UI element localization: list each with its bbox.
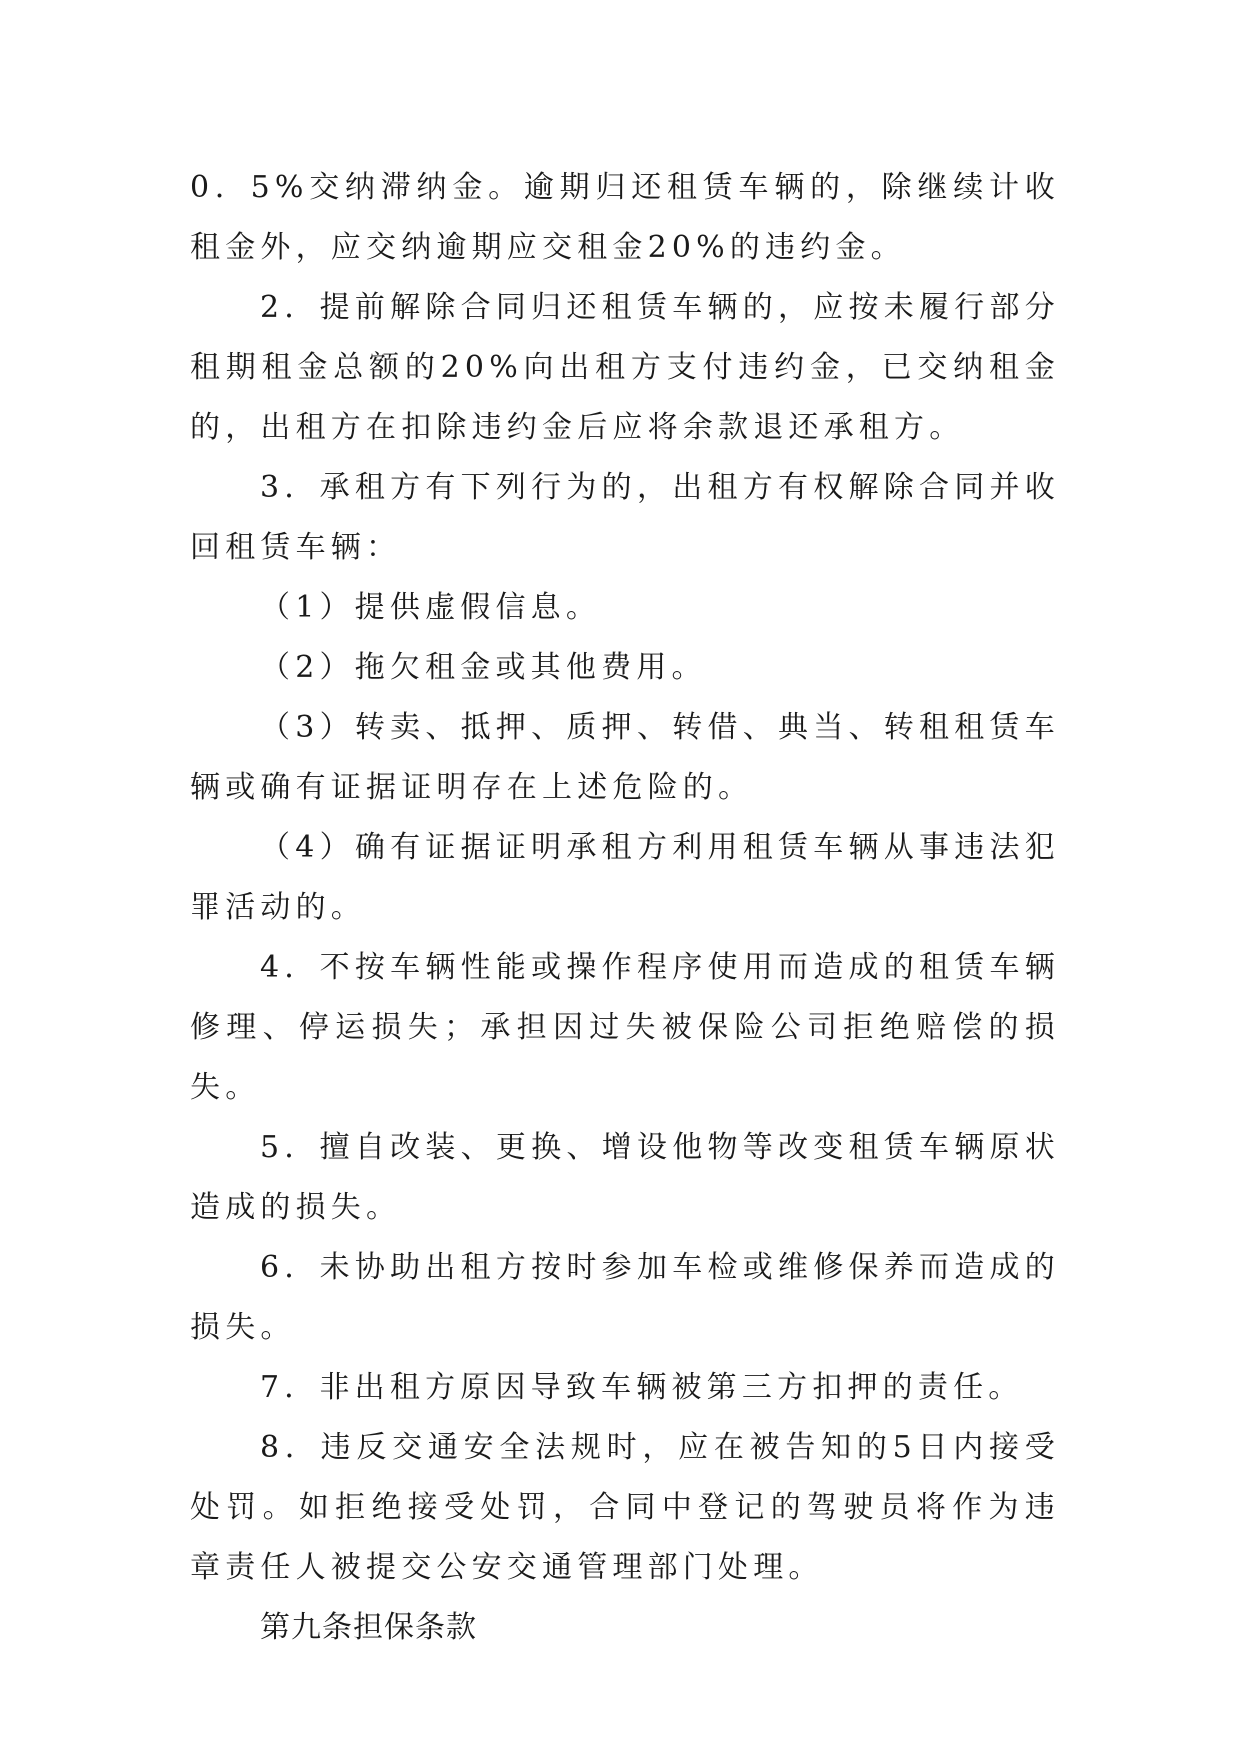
- paragraph-clause-5: 5．擅自改装、更换、增设他物等改变租赁车辆原状造成的损失。: [190, 1130, 1060, 1225]
- paragraph-clause-3: 3．承租方有下列行为的，出租方有权解除合同并收回租赁车辆：: [190, 470, 1060, 565]
- paragraph-item-2: （2）拖欠租金或其他费用。: [260, 650, 707, 685]
- paragraph-clause-4: 4．不按车辆性能或操作程序使用而造成的租赁车辆修理、停运损失；承担因过失被保险公司拒绝赔偿的损失。: [190, 950, 1060, 1105]
- paragraph-item-1: （1）提供虚假信息。: [260, 590, 602, 625]
- paragraph-clause-6: 6．未协助出租方按时参加车检或维修保养而造成的损失。: [190, 1250, 1060, 1345]
- document-body: [190, 158, 1060, 1658]
- paragraph-late-fee: 0．5%交纳滞纳金。逾期归还租赁车辆的，除继续计收租金外，应交纳逾期应交租金20%的违约金。: [190, 170, 1060, 265]
- paragraph-clause-8: 8．违反交通安全法规时，应在被告知的5日内接受处罚。如拒绝接受处罚，合同中登记的驾驶员将作为违章责任人被提交公安交通管理部门处理。: [190, 1430, 1060, 1585]
- paragraph-item-3: （3）转卖、抵押、质押、转借、典当、转租租赁车辆或确有证据证明存在上述危险的。: [190, 710, 1060, 805]
- paragraph-item-4: （4）确有证据证明承租方利用租赁车辆从事违法犯罪活动的。: [190, 830, 1060, 925]
- paragraph-clause-7: 7．非出租方原因导致车辆被第三方扣押的责任。: [260, 1370, 1024, 1405]
- section-heading: 第九条担保条款: [260, 1610, 477, 1645]
- paragraph-clause-2: 2．提前解除合同归还租赁车辆的，应按未履行部分租期租金总额的20%向出租方支付违约金，已交纳租金的，出租方在扣除违约金后应将余款退还承租方。: [190, 290, 1060, 445]
